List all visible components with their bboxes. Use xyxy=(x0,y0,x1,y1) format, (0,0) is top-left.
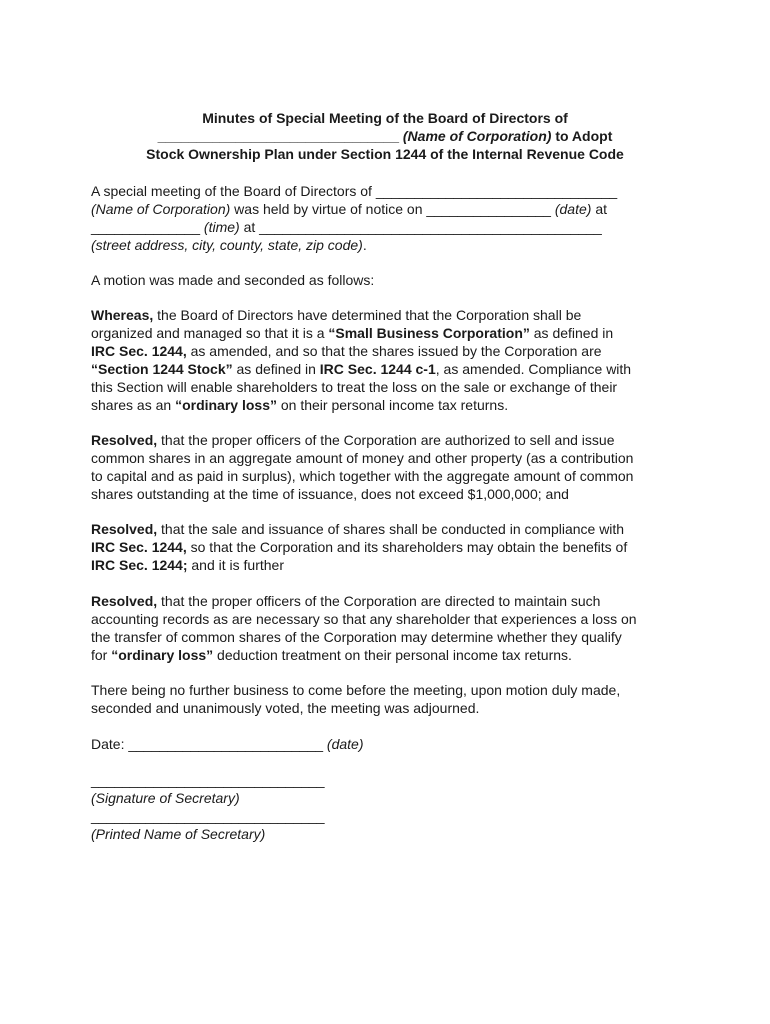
resolved-paragraph-1: Resolved, that the proper officers of the Corporation are authorized to sell and issue common shares in an aggregate amount of money and other property (as a contribution to capital and as paid in surplus), which together with the aggregate amount of common shares outstanding at the time of issuance, does not exceed $1,000,000; and xyxy=(91,432,634,502)
address-blank: ____________________________________________ xyxy=(259,219,602,235)
signature-line: ______________________________ xyxy=(91,772,325,788)
title-line-3: Stock Ownership Plan under Section 1244 of the Internal Revenue Code xyxy=(146,146,624,162)
date-hint: (date) xyxy=(323,736,364,752)
date-label: Date: xyxy=(91,736,129,752)
signature-block xyxy=(91,771,691,807)
printed-name-label: (Printed Name of Secretary) xyxy=(91,826,266,842)
document-title xyxy=(90,109,680,163)
date-blank: ________________ xyxy=(426,201,551,217)
printed-name-line: ______________________________ xyxy=(91,808,325,824)
time-blank: ______________ xyxy=(91,219,201,235)
date-line xyxy=(91,735,691,753)
title-line-2: _______________________________ (Name of Corporation) to Adopt xyxy=(157,128,613,144)
resolved-paragraph-3: Resolved, that the proper officers of the Corporation are directed to maintain such accounting records as are necessary so that any shareholder that experiences a loss on the transfer of common shares of the Corporation may determine whether they qualify for “ordinary loss” deduction treatment on their personal income tax returns. xyxy=(91,593,637,663)
signature-label: (Signature of Secretary) xyxy=(91,790,240,806)
motion-paragraph: A motion was made and seconded as follows: xyxy=(91,272,375,288)
whereas-paragraph: Whereas, the Board of Directors have determined that the Corporation shall be organized and managed so that it is a “Small Business Corporation” as defined in IRC Sec. 1244, as amended, and so that the shares issued by the Corporation are “Section 1244 Stock” as defined in IRC Sec. 1244 c-1, as amended. Compliance with this Section will enable shareholders to treat the loss on the sale or exchange of their shares as an “ordinary loss” on their personal income tax returns. xyxy=(91,307,632,413)
date-blank: _________________________ xyxy=(128,736,324,752)
corporation-name-blank: _______________________________ xyxy=(375,183,618,199)
resolved-paragraph-2: Resolved, that the sale and issuance of shares shall be conducted in compliance with IRC Sec. 1244, so that the Corporation and its shareholders may obtain the benefits of IRC Sec. 1244; and it is further xyxy=(91,521,628,573)
corporation-name-blank: _______________________________ xyxy=(157,128,399,144)
printed-name-block xyxy=(91,807,691,843)
closing-paragraph: There being no further business to come before the meeting, upon motion duly made, seconded and unanimously voted, the meeting was adjourned. xyxy=(91,682,621,716)
intro-paragraph: A special meeting of the Board of Directors of _______________________________ (Name of Corporation) was held by virtue of notice on ________________ (date) at ______________ (time) at ____________________________________________ (street address, city, county, state, zip code). xyxy=(91,183,618,253)
title-line-1: Minutes of Special Meeting of the Board of Directors of xyxy=(202,110,568,126)
corporation-name-hint: (Name of Corporation) xyxy=(402,128,552,144)
